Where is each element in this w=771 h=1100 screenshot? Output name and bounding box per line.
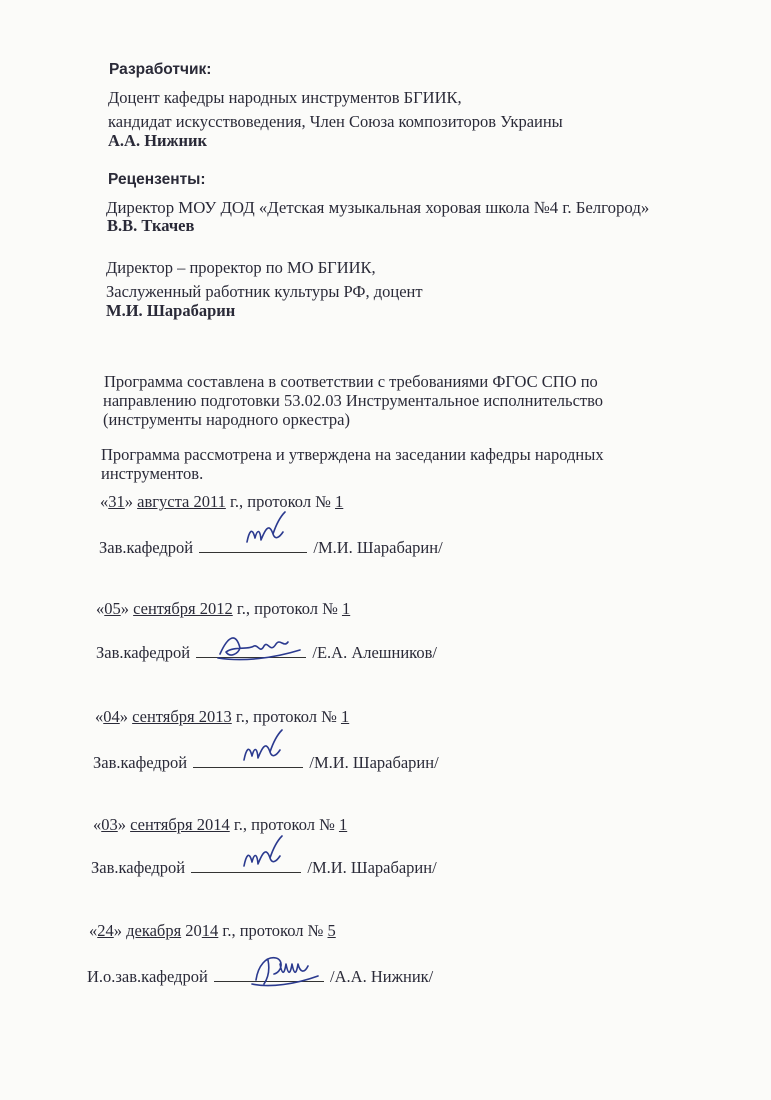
developer-position: Доцент кафедры народных инструментов БГИИК, <box>108 88 462 107</box>
reviewer1-name: В.В. Ткачев <box>107 216 195 235</box>
approval-date-2: «05» сентября 2012 г., протокол № 1 <box>96 599 351 618</box>
reviewers-heading: Рецензенты: <box>108 171 206 188</box>
program-compliance-line2: направлению подготовки 53.02.03 Инструментальное исполнительство <box>103 391 604 410</box>
reviewer2-position: Директор – проректор по МО БГИИК, <box>106 258 376 277</box>
program-approval-line1: Программа рассмотрена и утверждена на заседании кафедры народных <box>101 445 604 464</box>
developer-name: А.А. Нижник <box>108 131 208 150</box>
reviewer2-name: М.И. Шарабарин <box>106 301 236 320</box>
signature-mark-3 <box>240 726 290 772</box>
signature-mark-4 <box>240 832 290 878</box>
program-approval-line2: инструментов. <box>101 464 204 483</box>
developer-heading: Разработчик: <box>109 61 212 78</box>
reviewer1-position: Директор МОУ ДОД «Детская музыкальная хоровая школа №4 г. Белгород» <box>106 198 650 217</box>
program-compliance-line3: (инструменты народного оркестра) <box>103 410 351 429</box>
approval-date-1: «31» августа 2011 г., протокол № 1 <box>100 492 344 511</box>
approval-signature-line-2: Зав.кафедрой /Е.А. Алешников/ <box>96 643 437 662</box>
approval-date-5: «24» декабря 2014 г., протокол № 5 <box>89 921 336 940</box>
approval-date-4: «03» сентября 2014 г., протокол № 1 <box>93 815 348 834</box>
developer-degree: кандидат искусствоведения, Член Союза композиторов Украины <box>108 112 563 131</box>
signature-mark-1 <box>243 508 293 554</box>
approval-signature-line-5: И.о.зав.кафедрой /А.А. Нижник/ <box>87 967 434 986</box>
signature-mark-5 <box>246 948 326 992</box>
reviewer2-title: Заслуженный работник культуры РФ, доцент <box>106 282 423 301</box>
approval-date-3: «04» сентября 2013 г., протокол № 1 <box>95 707 350 726</box>
approval-signature-line-4: Зав.кафедрой /М.И. Шарабарин/ <box>91 858 437 877</box>
signature-mark-2 <box>214 628 304 668</box>
approval-signature-line-3: Зав.кафедрой /М.И. Шарабарин/ <box>93 753 439 772</box>
program-compliance-line1: Программа составлена в соответствии с требованиями ФГОС СПО по <box>104 372 598 391</box>
approval-signature-line-1: Зав.кафедрой /М.И. Шарабарин/ <box>99 538 443 557</box>
